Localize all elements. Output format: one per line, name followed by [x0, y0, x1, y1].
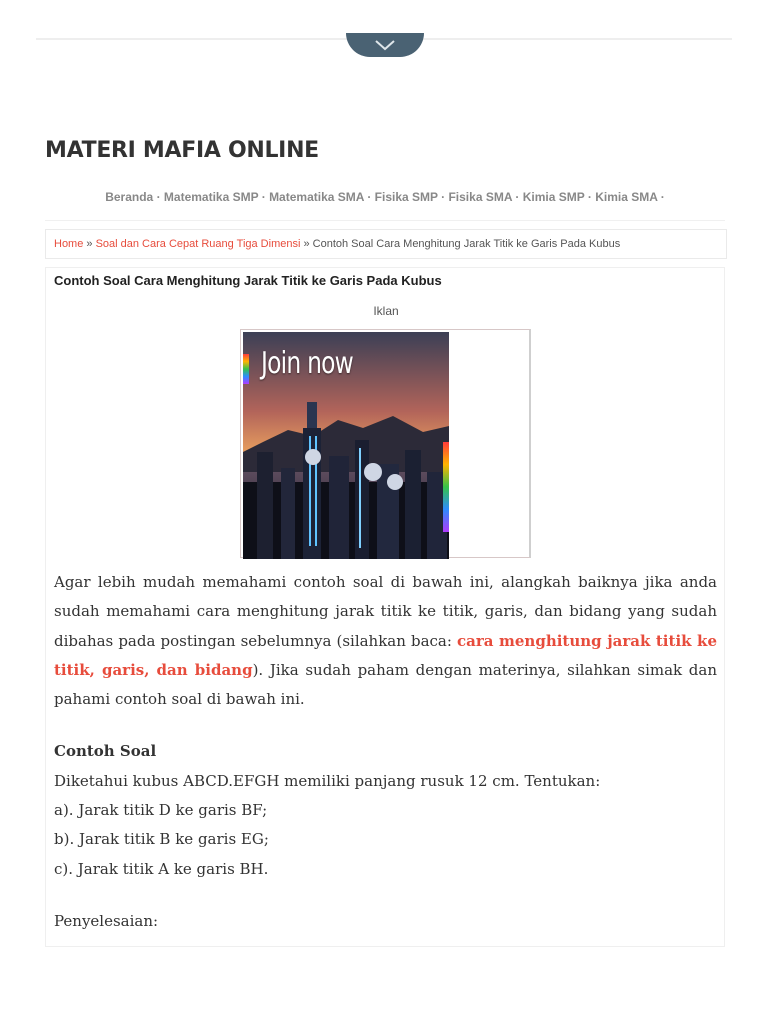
- breadcrumb: [45, 229, 727, 259]
- breadcrumb-current: Contoh Soal Cara Menghitung Jarak Titik ke Garis Pada Kubus: [312, 238, 621, 250]
- nav-item-fisika-sma[interactable]: Fisika SMA: [448, 190, 513, 204]
- breadcrumb-category-link[interactable]: Soal dan Cara Cepat Ruang Tiga Dimensi: [95, 238, 301, 250]
- post-title: Contoh Soal Cara Menghitung Jarak Titik ke Garis Pada Kubus: [54, 273, 442, 288]
- nav-separator: ·: [584, 190, 596, 204]
- intro-text-end: ). Jika sudah paham dengan materinya, silahkan simak dan pahami contoh soal di bawah ini.: [54, 660, 717, 709]
- ad-label: Iklan: [373, 304, 399, 318]
- nav-separator: ·: [363, 190, 375, 204]
- solution-label: Penyelesaian:: [54, 911, 159, 930]
- chevron-down-icon: [374, 39, 396, 51]
- nav-separator: ·: [153, 190, 164, 204]
- nav-item-matematika-sma[interactable]: Matematika SMA: [269, 190, 364, 204]
- ad-banner[interactable]: [240, 329, 531, 558]
- breadcrumb-separator: »: [300, 238, 313, 250]
- main-nav: [45, 190, 725, 204]
- problem-item: b). Jarak titik B ke garis EG;: [54, 830, 269, 849]
- nav-item-matematika-smp[interactable]: Matematika SMP: [163, 190, 259, 204]
- nav-item-kimia-sma[interactable]: Kimia SMA: [595, 190, 658, 204]
- section-title: Contoh Soal: [54, 742, 157, 761]
- intro-paragraph: [54, 568, 717, 714]
- nav-divider: [45, 220, 725, 221]
- ad-banner-image[interactable]: [243, 332, 449, 559]
- nav-separator: ·: [258, 190, 270, 204]
- post-container: [45, 267, 725, 947]
- nav-separator: ·: [512, 190, 523, 204]
- nav-item-beranda[interactable]: Beranda: [105, 190, 154, 204]
- nav-separator: ·: [657, 190, 665, 204]
- problem-statement: Diketahui kubus ABCD.EFGH memiliki panjang rusuk 12 cm. Tentukan:: [54, 771, 601, 790]
- problem-item: c). Jarak titik A ke garis BH.: [54, 859, 269, 878]
- breadcrumb-separator: »: [83, 238, 96, 250]
- article-body: [54, 568, 717, 936]
- breadcrumb-home-link[interactable]: Home: [54, 238, 84, 250]
- site-title[interactable]: MATERI MAFIA ONLINE: [45, 138, 319, 163]
- nav-item-kimia-smp[interactable]: Kimia SMP: [522, 190, 585, 204]
- nav-separator: ·: [437, 190, 449, 204]
- nav-item-fisika-smp[interactable]: Fisika SMP: [374, 190, 438, 204]
- intro-related-post-link[interactable]: cara menghitung jarak titik ke titik, garis, dan bidang: [54, 631, 717, 679]
- ad-join-now-text[interactable]: Join now: [261, 346, 354, 381]
- intro-text: Agar lebih mudah memahami contoh soal di bawah ini, alangkah baiknya jika anda sudah memahami cara menghitung jarak titik ke titik, garis, dan bidang yang sudah dibahas pada postingan sebelumnya (silahkan baca:: [54, 573, 717, 650]
- header-toggle-button[interactable]: [346, 33, 424, 57]
- problem-item: a). Jarak titik D ke garis BF;: [54, 801, 268, 820]
